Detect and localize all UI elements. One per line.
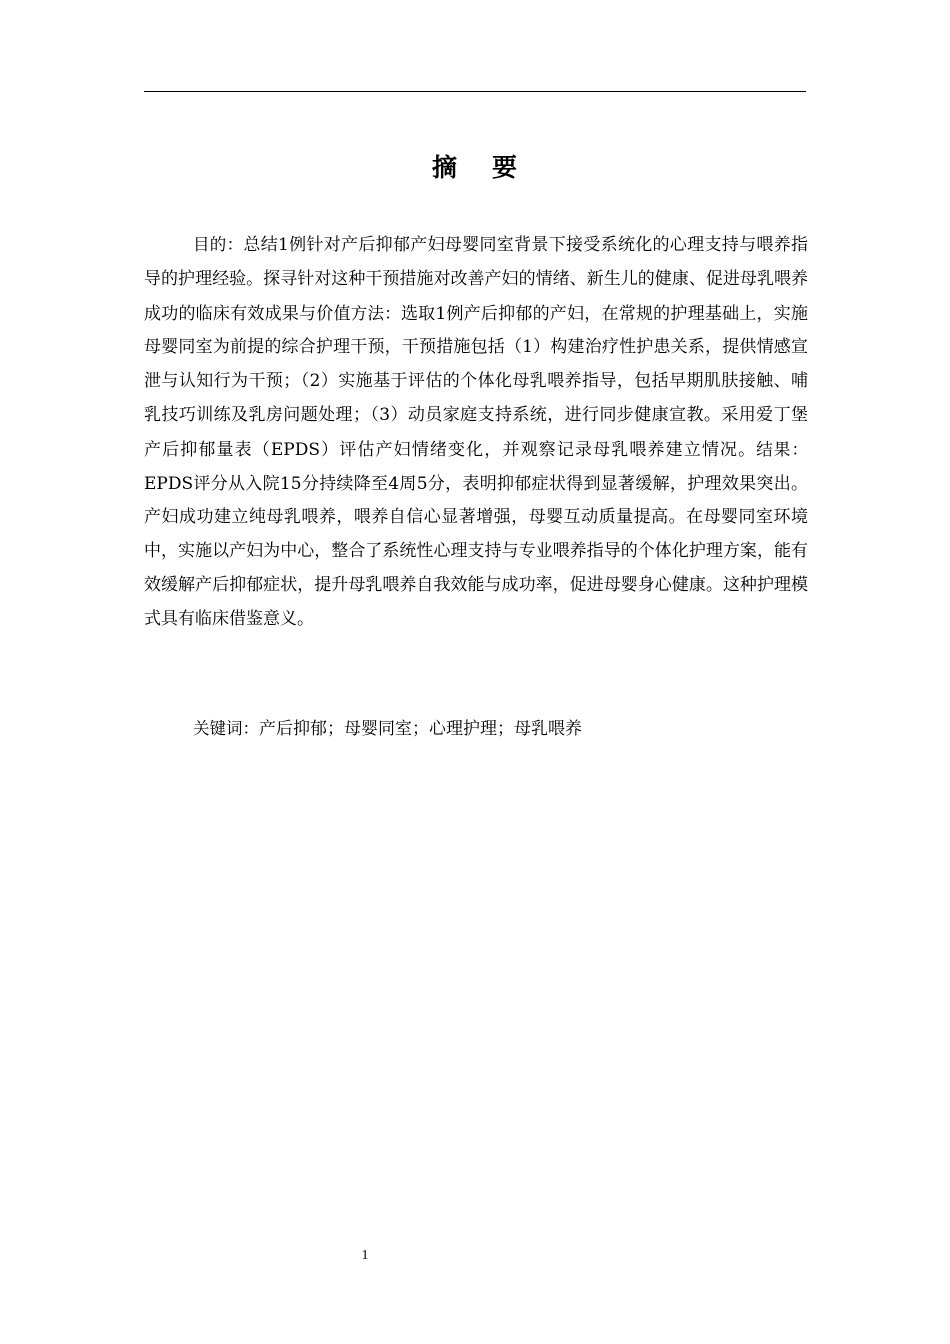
result-label: 结果： bbox=[756, 439, 809, 459]
abstract-title bbox=[0, 148, 950, 188]
abstract-title-char-1: 摘 bbox=[431, 153, 458, 182]
keywords-label: 关键词： bbox=[193, 719, 259, 738]
result-text: EPDS评分从入院15分持续降至4周5分，表明抑郁症状得到显著缓解，护理效果突出。产妇成功建立纯母乳喂养，喂养自信心显著增强，母婴互动质量提高。在母婴同室环境中，实施以产妇为中心，整合了系统性心理支持与专业喂养指导的个体化护理方案，能有效缓解产后抑郁症状，提升母乳喂养自我效能与成功率，促进母婴身心健康。这种护理模式具有临床借鉴意义。 bbox=[144, 473, 808, 629]
keywords-text: 产后抑郁；母婴同室；心理护理；母乳喂养 bbox=[259, 719, 582, 739]
header-rule bbox=[144, 91, 806, 92]
objective-label: 目的： bbox=[193, 235, 244, 254]
abstract-body bbox=[144, 228, 808, 637]
keywords-line bbox=[144, 712, 808, 746]
page-number: 1 bbox=[361, 1248, 369, 1263]
abstract-title-char-2: 要 bbox=[492, 153, 519, 182]
method-text: 选取1例产后抑郁的产妇，在常规的护理基础上，实施母婴同室为前提的综合护理干预，干预措施包括（1）构建治疗性护患关系，提供情感宣泄与认知行为干预；（2）实施基于评估的个体化母乳喂养指导，包括早期肌肤接触、哺乳技巧训练及乳房问题处理；（3）动员家庭支持系统，进行同步健康宣教。采用爱丁堡产后抑郁量表（EPDS）评估产妇情绪变化，并观察记录母乳喂养建立情况。 bbox=[144, 303, 809, 460]
objective-text: 总结1例针对产后抑郁产妇母婴同室背景下接受系统化的心理支持与喂养指导的护理经验。探寻针对这种干预措施对改善产妇的情绪、新生儿的健康、促进母乳喂养成功的临床有效成果与价值 bbox=[144, 235, 808, 324]
abstract-paragraph bbox=[144, 228, 808, 637]
method-label: 方法： bbox=[350, 303, 401, 323]
